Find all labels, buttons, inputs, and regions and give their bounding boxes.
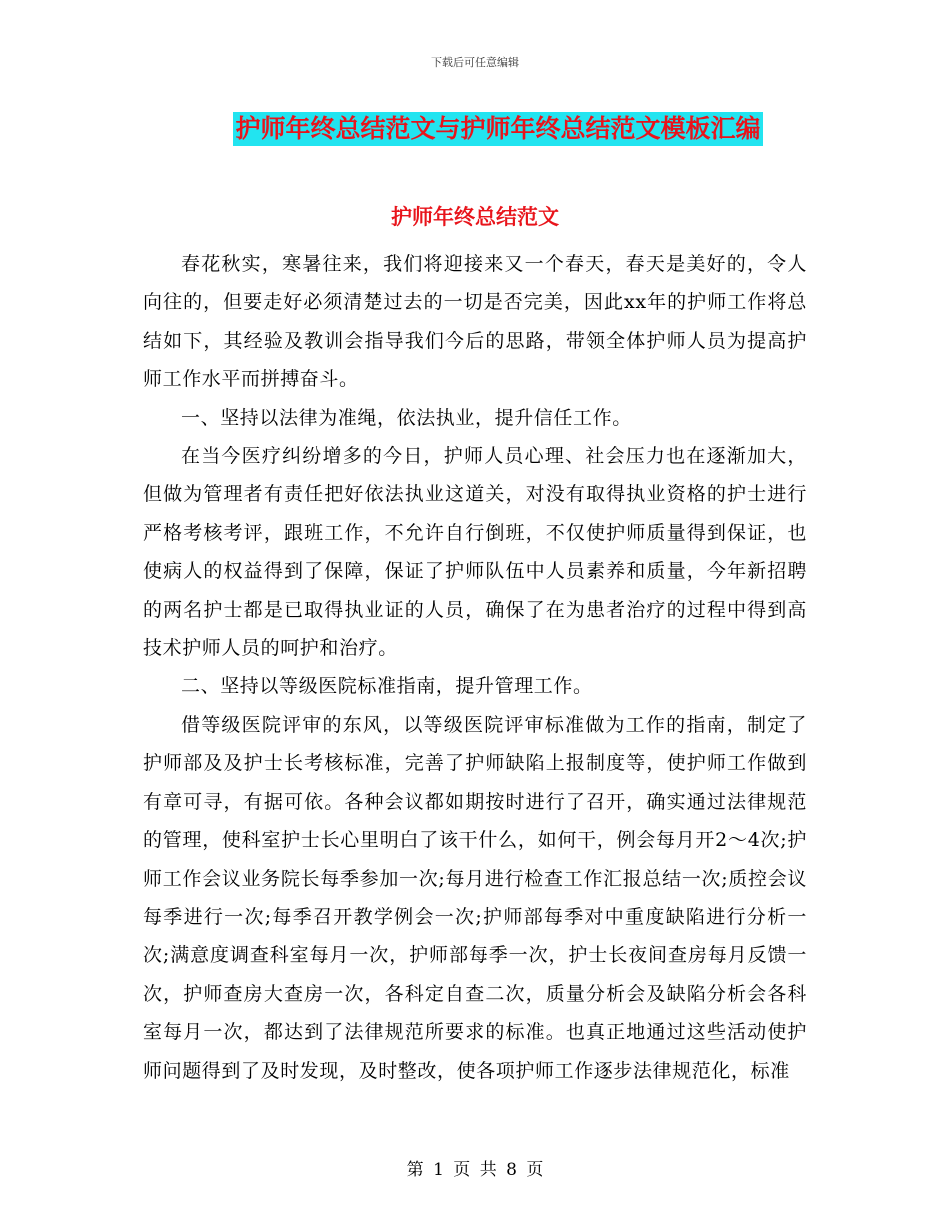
document-body — [143, 245, 807, 1090]
main-title: 护师年终总结范文与护师年终总结范文模板汇编 — [233, 112, 762, 146]
section-heading-2: 二、坚持以等级医院标准指南，提升管理工作。 — [181, 675, 593, 698]
paragraph-section-1: 在当今医疗纠纷增多的今日，护师人员心理、社会压力也在逐渐加大，但做为管理者有责任把好依法执业这道关，对没有取得执业资格的护士进行严格考核考评，跟班工作，不允许自行倒班，不仅使护师质量得到保证，也使病人的权益得到了保障，保证了护师队伍中人员素养和质量，今年新招聘的两名护士都是已取得执业证的人员，确保了在为患者治疗的过程中得到高技术护师人员的呵护和治疗。 — [143, 445, 807, 660]
paragraph-section-2: 借等级医院评审的东风，以等级医院评审标准做为工作的指南，制定了护师部及及护士长考核标准，完善了护师缺陷上报制度等，使护师工作做到有章可寻，有据可依。各种会议都如期按时进行了召开，确实通过法律规范的管理，使科室护士长心里明白了该干什么，如何干，例会每月开2～4次;护师工作会议业务院长每季参加一次;每月进行检查工作汇报总结一次;质控会议每季进行一次;每季召开教学例会一次;护师部每季对中重度缺陷进行分析一次;满意度调查科室每月一次，护师部每季一次，护士长夜间查房每月反馈一次，护师查房大查房一次，各科定自查二次，质量分析会及缺陷分析会各科室每月一次，都达到了法律规范所要求的标准。也真正地通过这些活动使护师问题得到了及时发现，及时整改，使各项护师工作逐步法律规范化，标准 — [143, 713, 807, 1082]
sub-title: 护师年终总结范文 — [391, 205, 559, 229]
section-heading-1: 一、坚持以法律为准绳，依法执业，提升信任工作。 — [181, 406, 632, 429]
header-note: 下载后可任意编辑 — [431, 56, 519, 69]
paragraph-intro: 春花秋实，寒暑往来，我们将迎接来又一个春天，春天是美好的，令人向往的，但要走好必须清楚过去的一切是否完美，因此xx年的护师工作将总结如下，其经验及教训会指导我们今后的思路，带领全体护师人员为提高护师工作水平而拼搏奋斗。 — [143, 253, 807, 391]
main-title-container — [0, 112, 950, 146]
page-number-footer: 第 1 页 共 8 页 — [406, 1160, 544, 1180]
